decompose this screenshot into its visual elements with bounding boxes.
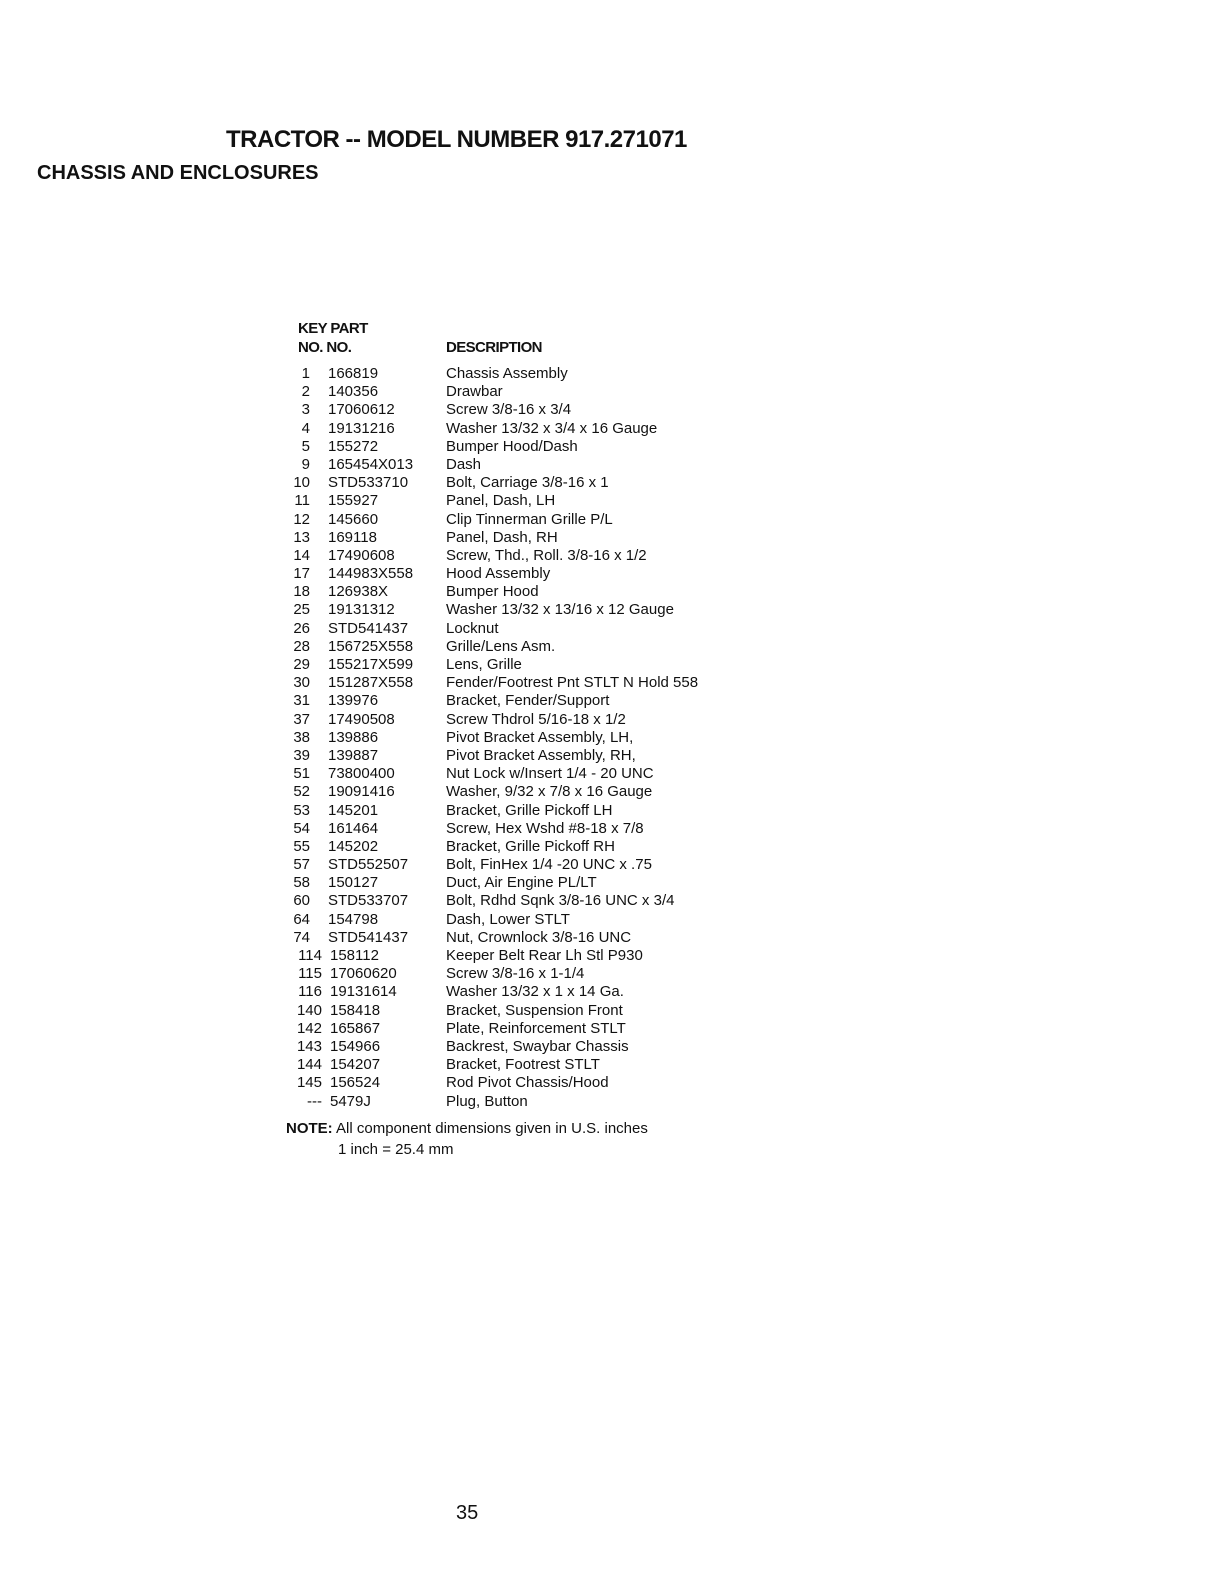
key-number: 3 [301,401,310,419]
key-number: 60 [293,892,310,910]
part-description: Screw, Hex Wshd #8-18 x 7/8 [446,819,644,837]
parts-row [0,601,1210,619]
parts-row [0,783,1210,801]
part-description: Rod Pivot Chassis/Hood [446,1074,609,1092]
parts-row [0,656,1210,674]
note [286,1120,648,1137]
part-number: 145201 [328,801,379,819]
part-number: 17490608 [328,546,395,564]
part-number: 144983X558 [328,565,414,583]
column-header-description: DESCRIPTION [446,339,542,356]
part-number: 17490508 [328,710,395,728]
parts-row [0,820,1210,838]
parts-row [0,838,1210,856]
part-description: Nut, Crownlock 3/8-16 UNC [446,928,632,946]
parts-row [0,911,1210,929]
key-number: 74 [293,928,310,946]
key-number: 64 [293,910,310,928]
part-number: STD552507 [328,856,409,874]
parts-row [0,383,1210,401]
part-description: Bracket, Footrest STLT [446,1056,600,1074]
parts-row [0,638,1210,656]
parts-row [0,511,1210,529]
part-number: 161464 [328,819,379,837]
part-number: 154798 [328,910,379,928]
part-number: 158418 [330,1001,381,1019]
parts-row [0,1056,1210,1074]
parts-row [0,529,1210,547]
parts-row [0,420,1210,438]
parts-row [0,1074,1210,1092]
key-number: 10 [293,474,310,492]
part-description: Plug, Button [446,1092,528,1110]
part-description: Hood Assembly [446,565,551,583]
part-number: STD541437 [328,619,409,637]
part-number: 139886 [328,728,379,746]
key-number: 1 [301,365,310,382]
parts-row [0,401,1210,419]
column-header-no-no: NO. NO. [298,339,352,356]
parts-row [0,492,1210,510]
part-number: STD533707 [328,892,409,910]
part-description: Washer 13/32 x 1 x 14 Ga. [446,983,624,1001]
key-number: 55 [293,837,310,855]
part-description: Bolt, Rdhd Sqnk 3/8-16 UNC x 3/4 [446,892,675,910]
part-description: Bracket, Grille Pickoff RH [446,837,615,855]
key-number: --- [307,1092,322,1110]
parts-row [0,438,1210,456]
parts-row [0,892,1210,910]
key-number: 5 [301,437,310,455]
part-number: 155927 [328,492,379,510]
parts-row [0,1093,1210,1111]
page-title: TRACTOR -- MODEL NUMBER 917.271071 [226,126,687,153]
parts-row [0,983,1210,1001]
key-number: 51 [293,765,310,783]
key-number: 142 [296,1019,322,1037]
part-description: Panel, Dash, LH [446,492,556,510]
part-number: 139887 [328,746,379,764]
parts-row [0,565,1210,583]
key-number: 14 [293,546,310,564]
parts-row [0,965,1210,983]
part-number: 17060620 [330,965,397,983]
part-number: 145660 [328,510,379,528]
parts-row [0,692,1210,710]
part-number: 165454X013 [328,455,414,473]
key-number: 31 [293,692,310,710]
part-description: Backrest, Swaybar Chassis [446,1037,629,1055]
key-number: 9 [301,455,310,473]
part-description: Drawbar [446,383,503,401]
part-description: Pivot Bracket Assembly, LH, [446,728,634,746]
page-number: 35 [456,1502,479,1524]
part-description: Plate, Reinforcement STLT [446,1019,626,1037]
part-description: Washer 13/32 x 13/16 x 12 Gauge [446,601,674,619]
part-number: 156524 [330,1074,381,1092]
part-number: 155217X599 [328,656,414,673]
part-number: STD541437 [328,928,409,946]
key-number: 54 [293,819,310,837]
key-number: 12 [293,510,310,528]
part-number: 19131312 [328,601,395,619]
part-description: Grille/Lens Asm. [446,637,556,655]
column-header-key-part: KEY PART [298,320,368,337]
parts-row [0,802,1210,820]
key-number: 39 [293,746,310,764]
key-number: 28 [293,637,310,655]
key-number: 116 [298,983,322,1001]
key-number: 18 [293,583,310,601]
parts-list [0,365,1210,1111]
note-label: NOTE: [286,1120,333,1137]
key-number: 30 [293,674,310,692]
parts-row [0,874,1210,892]
part-description: Clip Tinnerman Grille P/L [446,510,613,528]
part-number: 19091416 [328,783,395,801]
key-number: 140 [296,1001,322,1019]
key-number: 11 [294,492,310,510]
part-number: 140356 [328,383,379,401]
part-number: 73800400 [328,765,395,783]
key-number: 26 [293,619,310,637]
part-number: 165867 [330,1019,381,1037]
part-description: Screw 3/8-16 x 3/4 [446,401,572,419]
part-description: Fender/Footrest Pnt STLT N Hold 558 [446,674,699,692]
key-number: 25 [293,601,310,619]
parts-row [0,929,1210,947]
key-number: 2 [301,383,310,401]
part-description: Bracket, Suspension Front [446,1001,623,1019]
key-number: 143 [296,1037,322,1055]
unit-conversion: 1 inch = 25.4 mm [338,1141,454,1158]
key-number: 13 [293,528,310,546]
key-number: 52 [293,783,310,801]
part-description: Duct, Air Engine PL/LT [446,874,597,892]
part-number: 150127 [328,874,379,892]
key-number: 145 [296,1074,322,1092]
part-number: 17060612 [328,401,395,419]
parts-row [0,1020,1210,1038]
part-description: Nut Lock w/Insert 1/4 - 20 UNC [446,765,654,783]
parts-row [0,711,1210,729]
part-description: Bolt, Carriage 3/8-16 x 1 [446,474,609,492]
part-number: 154207 [330,1056,381,1074]
key-number: 115 [298,965,322,983]
key-number: 114 [298,947,322,964]
part-description: Chassis Assembly [446,365,568,382]
parts-row [0,583,1210,601]
part-number: 126938X [328,583,389,601]
part-description: Bolt, FinHex 1/4 -20 UNC x .75 [446,856,652,874]
part-description: Keeper Belt Rear Lh Stl P930 [446,947,643,964]
part-description: Bumper Hood [446,583,539,601]
parts-row [0,856,1210,874]
part-description: Dash [446,455,482,473]
key-number: 58 [293,874,310,892]
part-number: 154966 [330,1037,381,1055]
part-description: Bracket, Fender/Support [446,692,610,710]
parts-row [0,1038,1210,1056]
parts-row [0,765,1210,783]
part-number: 5479J [330,1092,371,1110]
part-number: 166819 [328,365,379,382]
key-number: 53 [293,801,310,819]
part-number: 156725X558 [328,637,414,655]
part-description: Washer, 9/32 x 7/8 x 16 Gauge [446,783,653,801]
parts-row [0,365,1210,383]
part-description: Pivot Bracket Assembly, RH, [446,746,636,764]
parts-row [0,947,1210,965]
key-number: 57 [293,856,310,874]
note-text: All component dimensions given in U.S. inches [336,1120,648,1137]
parts-row [0,474,1210,492]
part-number: 139976 [328,692,379,710]
part-number: 158112 [330,947,379,964]
part-description: Bracket, Grille Pickoff LH [446,801,613,819]
part-number: 151287X558 [328,674,414,692]
parts-row [0,674,1210,692]
part-description: Locknut [446,619,499,637]
part-description: Screw Thdrol 5/16-18 x 1/2 [446,710,626,728]
key-number: 29 [293,656,310,673]
part-number: 19131216 [328,419,395,437]
key-number: 38 [293,728,310,746]
parts-row [0,547,1210,565]
part-number: STD533710 [328,474,409,492]
parts-row [0,1002,1210,1020]
part-description: Dash, Lower STLT [446,910,570,928]
parts-row [0,747,1210,765]
part-description: Lens, Grille [446,656,522,673]
part-description: Screw 3/8-16 x 1-1/4 [446,965,585,983]
key-number: 144 [296,1056,322,1074]
parts-row [0,729,1210,747]
parts-row [0,620,1210,638]
part-description: Screw, Thd., Roll. 3/8-16 x 1/2 [446,546,647,564]
parts-row [0,456,1210,474]
part-description: Panel, Dash, RH [446,528,558,546]
part-number: 155272 [328,437,379,455]
key-number: 17 [293,565,310,583]
key-number: 4 [301,419,310,437]
key-number: 37 [293,710,310,728]
part-number: 19131614 [330,983,397,1001]
part-number: 145202 [328,837,379,855]
section-title: CHASSIS AND ENCLOSURES [37,162,319,184]
part-description: Washer 13/32 x 3/4 x 16 Gauge [446,419,658,437]
part-number: 169118 [328,528,377,546]
part-description: Bumper Hood/Dash [446,437,578,455]
